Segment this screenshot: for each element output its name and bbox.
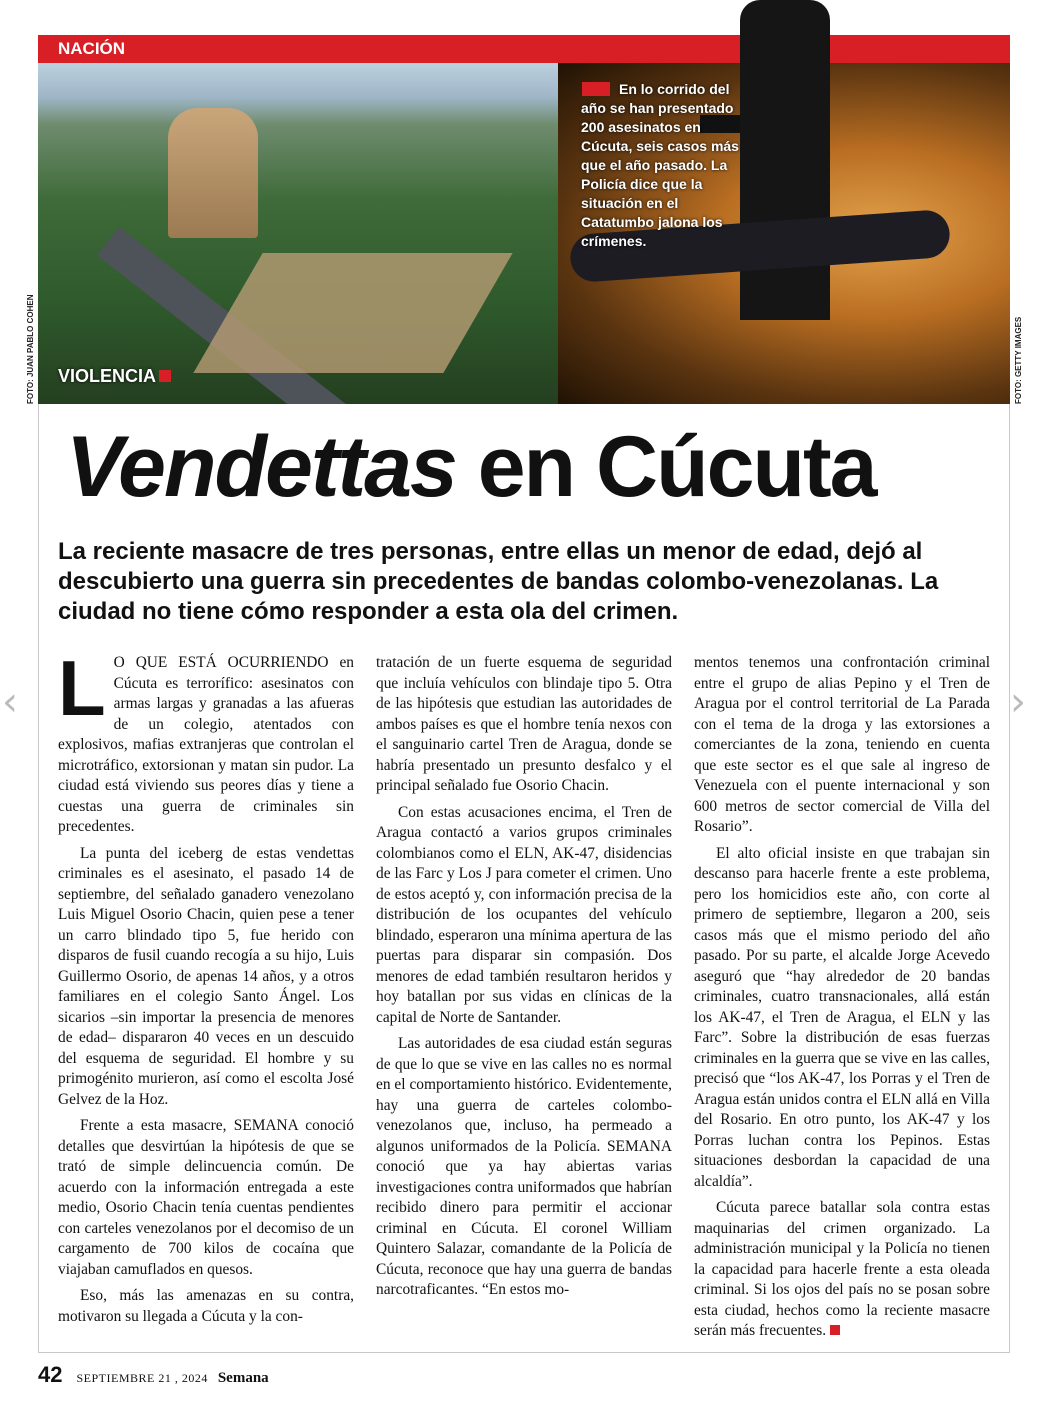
paragraph: tratación de un fuerte esquema de seguridad que incluía vehículos con blindaje tipo 5. Otra de las hipótesis que estudian las autoridades de ambos países es que el hombre tenía nexos con el sanguinario cartel Tren de Aragua, donde se habría presentado un presunto desfalco y el principal señalado fue Osorio Chacin. — [376, 654, 672, 794]
paragraph — [694, 1198, 990, 1342]
caption-text: En lo corrido del año se han presentado 200 asesinatos en Cúcuta, seis casos más que el año pasado. La Policía dice que la situación en el Catatumbo jalona los crímenes. — [581, 81, 739, 249]
paragraph: El alto oficial insiste en que trabajan sin descanso para hacerle frente a este problema, pero los homicidios este año, con corte al primero de septiembre, llegaron a 200, seis casos más que el mismo periodo del año pasado. Por su parte, el alcalde Jorge Acevedo aseguró que “hay alrededor de 20 bandas criminales, cuatro transnacionales, allá están los AK-47, el Tren de Aragua, el ELN y las Farc”. Sobre la distribución de esas fuerzas criminales en la guerra que se vive en las calles, precisó que “los AK-47, los Porras y el Tren de Aragua están unidos contra el ELN allá en Villa del Rosario. En otro punto, los AK-47 y los Porras luchan contra los Pepinos. Estas situaciones desbordan la capacidad de una alcaldía”. — [694, 844, 990, 1190]
end-mark-icon — [830, 1325, 840, 1335]
paragraph: mentos tenemos una confrontación criminal entre el grupo de alias Pepino y el Tren de Aragua por el control territorial de La Parada con el tema de la droga y las extorsiones a comerciantes de la zona, teniendo en cuenta que este sector es el que sale al ingreso de Venezuela con el puente internacional y son 600 metros de sector comercial de Villa del Rosario”. — [694, 654, 990, 835]
article-column-2 — [376, 653, 672, 1301]
title-italic: Vendettas — [66, 419, 456, 515]
aerial-city-photo — [38, 63, 598, 404]
standing-figure — [740, 0, 830, 320]
paragraph: O QUE ESTÁ OCURRIENDO en Cúcuta es terrorífico: asesinatos con armas largas y granadas a las afueras de un colegio, atentados con explosivos, mafias extranjeras que controlan el microtráfico, extorsionan y matan sin pudor. La ciudad está viviendo sus peores días y tiene a cuestas una guerra de criminales sin precedentes. — [58, 654, 354, 835]
issue-date: SEPTIEMBRE 21 , 2024 — [76, 1371, 208, 1385]
photo-caption — [581, 80, 751, 251]
kicker-square-icon — [159, 370, 171, 382]
kicker — [58, 366, 171, 387]
kicker-label: VIOLENCIA — [58, 366, 157, 386]
paragraph-text: Cúcuta parece batallar sola contra estas maquinarias del crimen organizado. La administración municipal y la Policía no tienen la capacidad para hacerle frente a esta oleada criminal. Si los ojos del país no se posan sobre esta ciudad, hechos como la reciente masacre serán más frecuentes. — [694, 1199, 990, 1339]
photo-credit-right: FOTO: GETTY IMAGES — [1014, 316, 1023, 404]
drop-cap: L — [58, 644, 106, 732]
page-footer — [38, 1362, 269, 1388]
church — [168, 108, 258, 238]
page-number: 42 — [38, 1362, 63, 1387]
section-label: NACIÓN — [58, 39, 126, 58]
article-deck: La reciente masacre de tres personas, entre ellas un menor de edad, dejó al descubierto una guerra sin precedentes de bandas colombo-venezolanas. La ciudad no tiene cómo responder a esta ola del crimen. — [58, 538, 939, 625]
paragraph: Las autoridades de esa ciudad están seguras de que lo que se vive en las calles no es normal en el comportamiento histórico. Evidentemente, hay una guerra de carteles colombo-venezolanos que, incluso, ha permeado a algunos uniformados de la Policía. SEMANA conoció que ya hay abiertas varias investigaciones contra uniformados que habrían recibido dinero para permitir el accionar criminal en Cúcuta. El coronel William Quintero Salazar, comandante de la Policía de Cúcuta, reconoce que hay una guerra de bandas narcotraficantes. “En estos mo- — [376, 1035, 672, 1298]
article-title — [66, 418, 875, 517]
paragraph: Eso, más las amenazas en su contra, motivaron su llegada a Cúcuta y la con- — [58, 1287, 354, 1325]
prev-page-arrow-icon[interactable]: ‹ — [2, 679, 18, 725]
article-column-3 — [694, 653, 990, 1342]
paragraph: Con estas acusaciones encima, el Tren de Aragua contactó a varios grupos criminales colombianos como el ELN, AK-47, disidencias de las Farc y Los J para cometer el crimen. Uno de estos aceptó y, con información precisa de la distribución de los ocupantes del vehículo blindado, esperaron una mínima apertura de las puertas para disparar sin compasión. Dos menores de edad también resultaron heridos y hoy batallan por sus vidas en clínicas de la capital de Norte de Santander. — [376, 803, 672, 1026]
magazine-name: Semana — [217, 1370, 269, 1386]
photo-credit-left: FOTO: JUAN PABLO COHEN — [26, 294, 35, 404]
title-rest: en Cúcuta — [455, 419, 876, 515]
paragraph: Frente a esta masacre, SEMANA conoció detalles que desvirtúan la hipótesis de que se trató de simple delincuencia común. De acuerdo con la información entregada a este medio, Osorio Chacin tenía cuentas pendientes con carteles venezolanos por el decomiso de un cargamento de 700 kilos de cocaína que viajaban camuflados en quesos. — [58, 1117, 354, 1278]
paragraph: La punta del iceberg de estas vendettas criminales es el asesinato, el pasado 14 de septiembre, del señalado ganadero venezolano Luis Miguel Osorio Chacin, quien pese a tener un carro blindado tipo 5, fue herido con disparos de fusil cuando recogía a su hijo, Luis Guillermo Osorio, de apenas 14 años, y a otros familiares en el colegio Santo Ángel. Los sicarios –sin importar la presencia de menores de edad– dispararon 40 veces en un descuido del esquema de seguridad. El hombre y su primogénito murieron, así como el escolta José Gelvez de la Hoz. — [58, 844, 354, 1108]
article-column-1 — [58, 644, 354, 1327]
section-bar — [38, 35, 1010, 63]
plaza — [193, 253, 512, 373]
next-page-arrow-icon[interactable]: › — [1010, 679, 1026, 725]
